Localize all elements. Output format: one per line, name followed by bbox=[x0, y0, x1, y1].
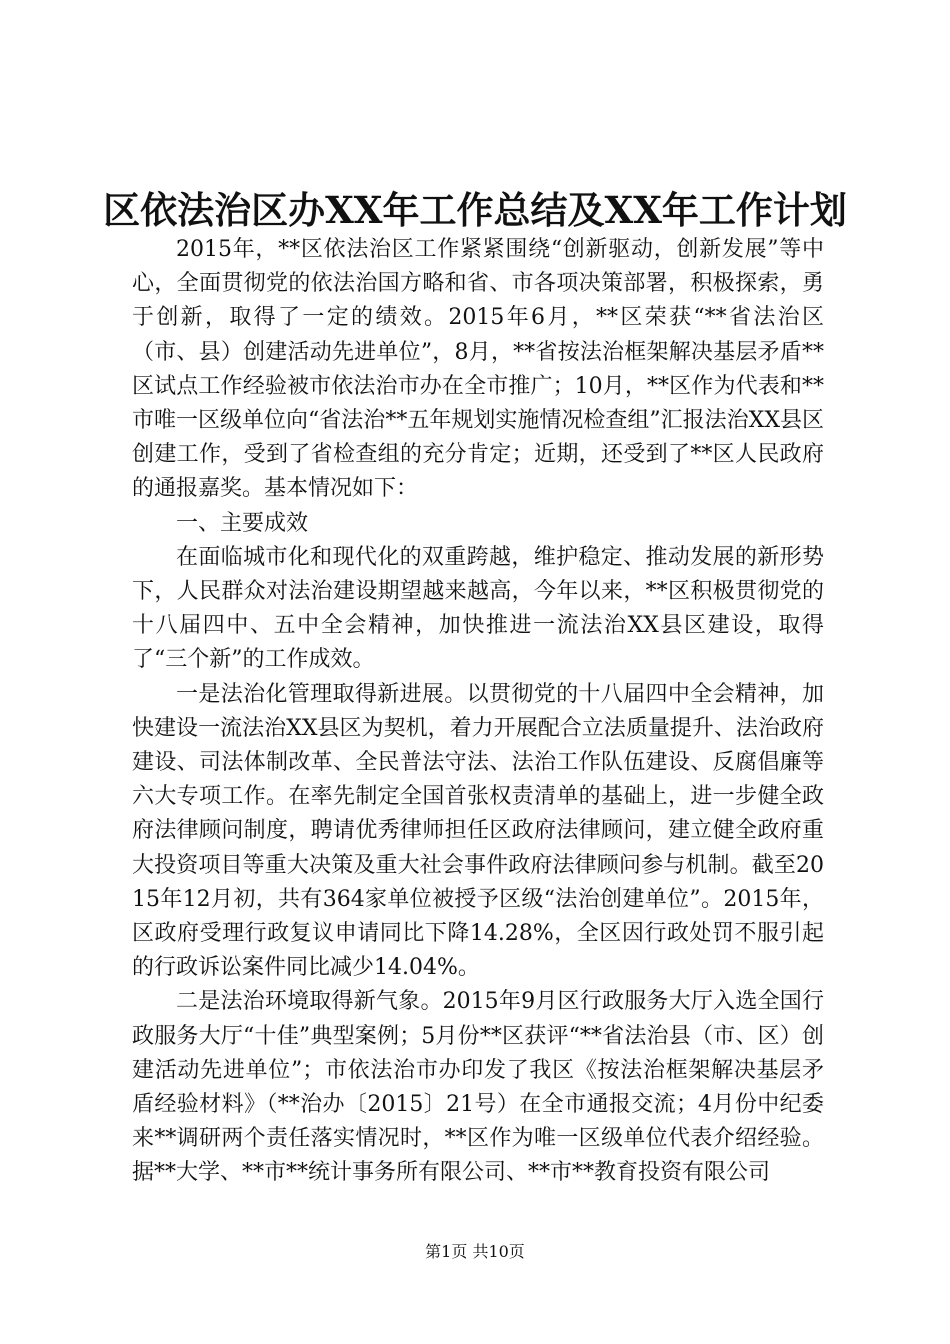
paragraph-progress: 一是法治化管理取得新进展。以贯彻党的十八届四中全会精神，加快建设一流法治XX县区为契机，着力开展配合立法质量提升、法治政府建设、司法体制改革、全民普法守法、法治工作队伍建设、反腐倡廉等六大专项工作。在率先制定全国首张权责清单的基础上，进一步健全政府法律顾问制度，聘请优秀律师担任区政府法律顾问，建立健全政府重大投资项目等重大决策及重大社会事件政府法律顾问参与机制。截至2015年12月初，共有364家单位被授予区级“法治创建单位”。2015年，区政府受理行政复议申请同比下降14.28%，全区因行政处罚不服引起的行政诉讼案件同比减少14.04%。 bbox=[132, 681, 824, 981]
paragraph-environment: 二是法治环境取得新气象。2015年9月区行政服务大厅入选全国行政服务大厅“十佳”典型案例；5月份**区获评“**省法治县（市、区）创建活动先进单位”；市依法治市办印发了我区《按法治框架解决基层矛盾经验材料》（**治办〔2015〕21号）在全市通报交流；4月份中纪委来**调研两个责任落实情况时，**区作为唯一区级单位代表介绍经验。据**大学、**市**统计事务所有限公司、**市**教育投资有限公司 bbox=[132, 989, 824, 1186]
paragraph-intro: 2015年，**区依法治区工作紧紧围绕“创新驱动，创新发展”等中心，全面贯彻党的依法治国方略和省、市各项决策部署，积极探索，勇于创新，取得了一定的绩效。2015年6月，**区荣获“**省法治区（市、县）创建活动先进单位”，8月，**省按法治框架解决基层矛盾**区试点工作经验被市依法治市办在全市推广；10月，**区作为代表和**市唯一区级单位向“省法治**五年规划实施情况检查组”汇报法治XX县区创建工作，受到了省检查组的充分肯定；近期，还受到了**区人民政府的通报嘉奖。基本情况如下： bbox=[132, 237, 824, 502]
document-title: 区依法治区办XX年工作总结及XX年工作计划 bbox=[103, 188, 847, 232]
section-heading-main-results: 一、主要成效 bbox=[176, 510, 309, 536]
page-footer: 第1页 共10页 bbox=[425, 1242, 525, 1261]
document-body bbox=[132, 233, 824, 1191]
paragraph-overview: 在面临城市化和现代化的双重跨越，维护稳定、推动发展的新形势下，人民群众对法治建设期望越来越高，今年以来，**区积极贯彻党的十八届四中、五中全会精神，加快推进一流法治XX县区建设，取得了“三个新”的工作成效。 bbox=[132, 544, 824, 673]
